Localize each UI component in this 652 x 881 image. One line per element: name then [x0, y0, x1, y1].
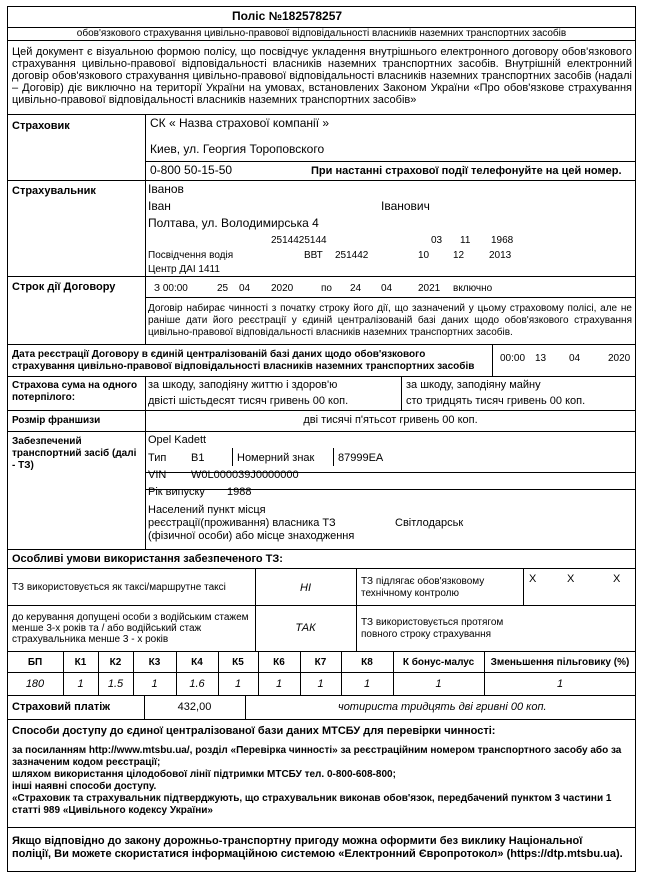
coef-header: К бонус-малус	[402, 657, 475, 668]
coef-header: К5	[232, 657, 244, 668]
sum-insured-life-value: двісті шістьдесят тисяч гривень 00 коп.	[148, 395, 349, 407]
coef-value: 180	[25, 678, 45, 690]
access-line: за посиланням http://www.mtsbu.ua/, розділ «Перевірка чинності» за реєстраційним номером транспортного засобу або за зазначеним кодом реєстрації;	[12, 745, 622, 768]
insurer-name: СК « Назва страхової компанії »	[150, 116, 330, 130]
conditions-title: Особливі умови використання забезпеченого ТЗ:	[12, 553, 283, 565]
coef-header: К3	[148, 657, 161, 668]
access-line: «Страховик та страхувальник підтверджують, що страхувальник виконав обов'язок, передбачений пунктом 3 частини 1 статті 989 «Цивільного кодексу України»	[12, 793, 612, 816]
conditions-full-term-label: ТЗ використовується протягом повного строку страхування	[361, 617, 504, 640]
sum-insured-life-label: за шкоду, заподіяну життю і здоров'ю	[148, 379, 338, 391]
insured-birth-day: 03	[431, 235, 443, 246]
vehicle-plate-label: Номерний знак	[237, 452, 315, 464]
sum-insured-property-value: сто тридцять тисяч гривень 00 коп.	[406, 395, 586, 407]
term-to-word: по	[321, 283, 332, 294]
intro-text: Цей документ є візуальною формою полісу, що посвідчує укладення внутрішнього електронного договору обов'язкового страхування цивільно-правової відповідальності власників наземних транспортних засобів. Внутрішній електронний договір обов'язкового страхування цивільно-правової відповідальності власників наземних транспортних засобів (надалі – Договір) діє виключно на території України на умовах, встановлених Законом України «Про обов'язкове страхування цивільно-правової відповідальності власників наземних транспортних засобів»	[12, 46, 632, 106]
insurer-address: Киев, ул. Георгия Тороповского	[150, 142, 325, 156]
coef-header: К7	[314, 657, 327, 668]
premium-amount: 432,00	[177, 701, 212, 713]
premium-label: Страховий платіж	[12, 701, 111, 713]
conditions-inspection-label: ТЗ підлягає обов'язковому технічному контролю	[361, 576, 485, 599]
vehicle-vin-label: VIN	[148, 469, 167, 481]
vehicle-type-label: Тип	[148, 452, 167, 464]
coef-header: БП	[27, 657, 43, 668]
coef-value: 1	[234, 678, 242, 690]
term-from-year: 2020	[271, 283, 294, 294]
access-title: Способи доступу до єдиної централізованої бази даних МТСБУ для перевірки чинності:	[12, 725, 496, 737]
inspection-mark: X	[529, 573, 537, 585]
insured-doc-day: 10	[418, 250, 430, 261]
term-inclusive: включно	[453, 283, 493, 294]
coef-value: 1	[275, 678, 283, 690]
insurer-label: Страховик	[12, 120, 70, 132]
vehicle-plate-value: 87999EA	[338, 452, 384, 464]
coef-header: К6	[273, 657, 285, 668]
term-label: Строк дії Договору	[12, 281, 116, 293]
registration-year: 2020	[608, 353, 631, 364]
coef-value: 1	[317, 678, 324, 690]
insured-address: Полтава, ул. Володимирська 4	[148, 216, 319, 230]
coef-value: 1	[77, 678, 84, 690]
access-line: інші наявні способи доступу.	[12, 781, 157, 792]
inspection-mark: X	[613, 573, 621, 585]
insurer-phone-note: При настанні страхової події телефонуйте на цей номер.	[311, 165, 622, 177]
insurer-phone: 0-800 50-15-50	[150, 163, 233, 177]
coef-value: 1	[363, 678, 371, 690]
vehicle-year-label: Рік випуску	[148, 486, 205, 498]
vehicle-vin-value: W0L000039J0000000	[191, 469, 299, 481]
registration-day: 13	[535, 353, 547, 364]
term-from-day: 25	[217, 283, 229, 294]
insured-doc-year: 2013	[489, 250, 512, 261]
coef-value: 1.6	[189, 678, 205, 690]
registration-time: 00:00	[500, 353, 526, 364]
vehicle-label: Забезпечений транспортний засіб (далі - ТЗ)	[12, 436, 137, 471]
registration-label: Дата реєстрації Договору в єдиній централізованій базі даних щодо обов'язкового страхування цивільно-правової відповідальності власників наземних транспортних засобів	[12, 349, 475, 372]
insured-doc-number: 251442	[335, 250, 369, 261]
premium-words: чотириста тридцять дві гривні 00 коп.	[338, 701, 547, 713]
term-from-prefix: З 00:00	[154, 283, 188, 294]
insured-doc-series: ВВТ	[304, 250, 323, 261]
access-line: шляхом використання цілодобової лінії підтримки МТСБУ тел. 0-800-608-800;	[12, 769, 396, 780]
coef-header: К4	[191, 657, 203, 668]
vehicle-type-value: B1	[191, 452, 205, 464]
coef-header: К2	[109, 657, 122, 668]
term-to-day: 24	[350, 283, 362, 294]
vehicle-place-value: Світлодарськ	[395, 517, 464, 529]
term-from-month: 04	[239, 283, 251, 294]
insured-patronymic: Іванович	[381, 199, 430, 213]
insured-doc-type: Посвідчення водія	[148, 250, 234, 261]
coef-value: 1	[151, 678, 158, 690]
registration-month: 04	[569, 353, 581, 364]
insured-doc-month: 12	[453, 250, 465, 261]
coef-header: К8	[361, 657, 373, 668]
coef-header: Зменьшення пільговику (%)	[490, 657, 630, 668]
insured-doc-issuer: Центр ДАІ 1411	[148, 264, 220, 275]
policy-subtitle: обов'язкового страхування цивільно-правової відповідальності власників наземних транспортних засобів	[76, 28, 567, 39]
deductible-label: Розмір франшизи	[12, 415, 101, 426]
conditions-taxi-value: НІ	[300, 582, 311, 594]
coef-value: 1	[435, 678, 442, 690]
deductible-value: дві тисячі п'ятьсот гривень 00 коп.	[303, 414, 478, 426]
insured-tax-id: 2514425144	[271, 235, 327, 246]
conditions-driver-value: ТАК	[295, 622, 316, 634]
insured-birth-year: 1968	[491, 235, 514, 246]
policy-title: Поліс №182578257	[232, 9, 343, 23]
coef-value: 1	[556, 678, 564, 690]
inspection-mark: X	[567, 573, 575, 585]
vehicle-place-label: Населений пункт місця реєстрації(проживання) власника ТЗ (фізичної особи) або місце знаходження	[148, 504, 355, 542]
coef-header: К1	[74, 657, 87, 668]
insured-label: Страхувальник	[12, 185, 96, 197]
insured-birth-month: 11	[460, 235, 471, 246]
insured-surname: Іванов	[148, 182, 184, 196]
term-to-year: 2021	[418, 283, 441, 294]
coef-value: 1.5	[107, 678, 124, 690]
insured-first-name: Іван	[148, 199, 171, 213]
vehicle-year-value: 1988	[227, 486, 252, 498]
conditions-driver-label: до керування допущені особи з водійським стажем менше 3-х років та / або водійський стаж страхувальника менше 3 - х років	[12, 612, 249, 645]
term-note: Договір набирає чинності з початку строку його дії, що зазначений у цьому страховому полісі, але не раніше дати його реєстрації у єдиній централізованій базі даних щодо обов'язкового страхування цивільно-правової відповідальності власників наземних транспортних засобів.	[148, 303, 632, 338]
footer-note: Якщо відповідно до закону дорожньо-транспортну пригоду можна оформити без виклику Національної поліції, Ви можете скористатися інформаційною системою «Електронний Європротокол» (https://dtp.mtsbu.ua).	[12, 835, 623, 860]
term-to-month: 04	[381, 283, 393, 294]
sum-insured-property-label: за шкоду, заподіяну майну	[406, 379, 541, 391]
vehicle-model: Opel Kadett	[148, 434, 207, 446]
sum-insured-label: Страхова сума на одного потерпілого:	[12, 380, 138, 403]
conditions-taxi-label: ТЗ використовується як таксі/маршрутне таксі	[12, 582, 226, 593]
